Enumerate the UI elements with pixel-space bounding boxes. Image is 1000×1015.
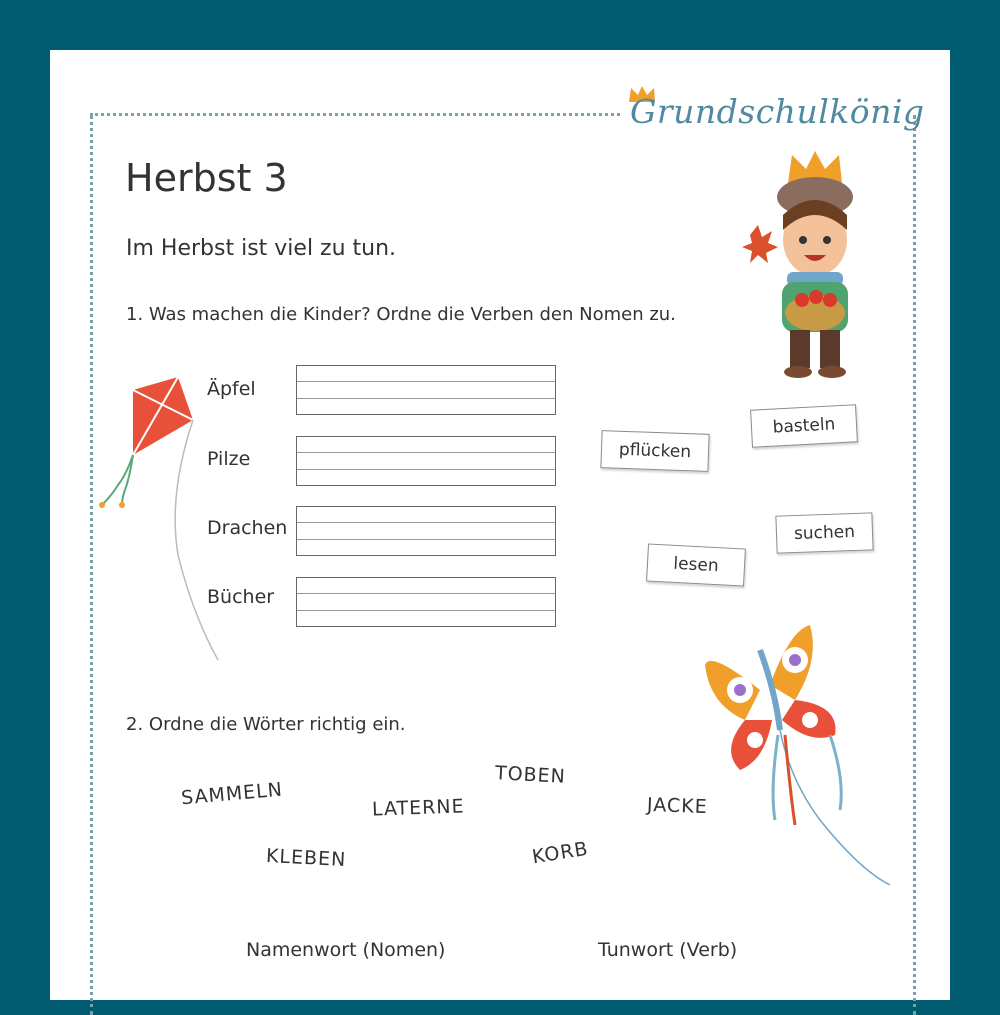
noun-label: Bücher <box>207 586 275 608</box>
verb-tag[interactable]: lesen <box>646 543 746 586</box>
brand-logo: Grundschulkönig <box>630 92 925 131</box>
answer-field[interactable] <box>296 436 556 486</box>
task-1-instruction: 1. Was machen die Kinder? Ordne die Verben den Nomen zu. <box>126 304 676 325</box>
noun-label: Pilze <box>207 448 251 470</box>
sort-word[interactable]: KLEBEN <box>265 844 347 872</box>
category-label-nouns: Namenwort (Nomen) <box>246 939 446 961</box>
answer-field[interactable] <box>296 577 556 627</box>
noun-label: Drachen <box>207 517 288 539</box>
answer-field[interactable] <box>296 506 556 556</box>
intro-text: Im Herbst ist viel zu tun. <box>126 236 397 261</box>
sort-word[interactable]: LATERNE <box>371 795 465 821</box>
butterfly-kite-illustration <box>700 620 890 885</box>
sort-word[interactable]: SAMMELN <box>180 778 284 810</box>
verb-tag[interactable]: basteln <box>750 404 858 447</box>
task-2-instruction: 2. Ordne die Wörter richtig ein. <box>126 714 406 735</box>
verb-tag[interactable]: pflücken <box>600 430 709 472</box>
page-title: Herbst 3 <box>125 156 288 200</box>
boy-illustration <box>740 145 890 380</box>
noun-label: Äpfel <box>207 378 256 400</box>
sort-word[interactable]: JACKE <box>646 793 709 819</box>
answer-field[interactable] <box>296 365 556 415</box>
worksheet-page <box>50 50 950 1000</box>
sort-word[interactable]: KORB <box>530 837 590 869</box>
verb-tag[interactable]: suchen <box>775 512 873 553</box>
category-label-verbs: Tunwort (Verb) <box>598 939 738 961</box>
sort-word[interactable]: TOBEN <box>494 762 567 788</box>
